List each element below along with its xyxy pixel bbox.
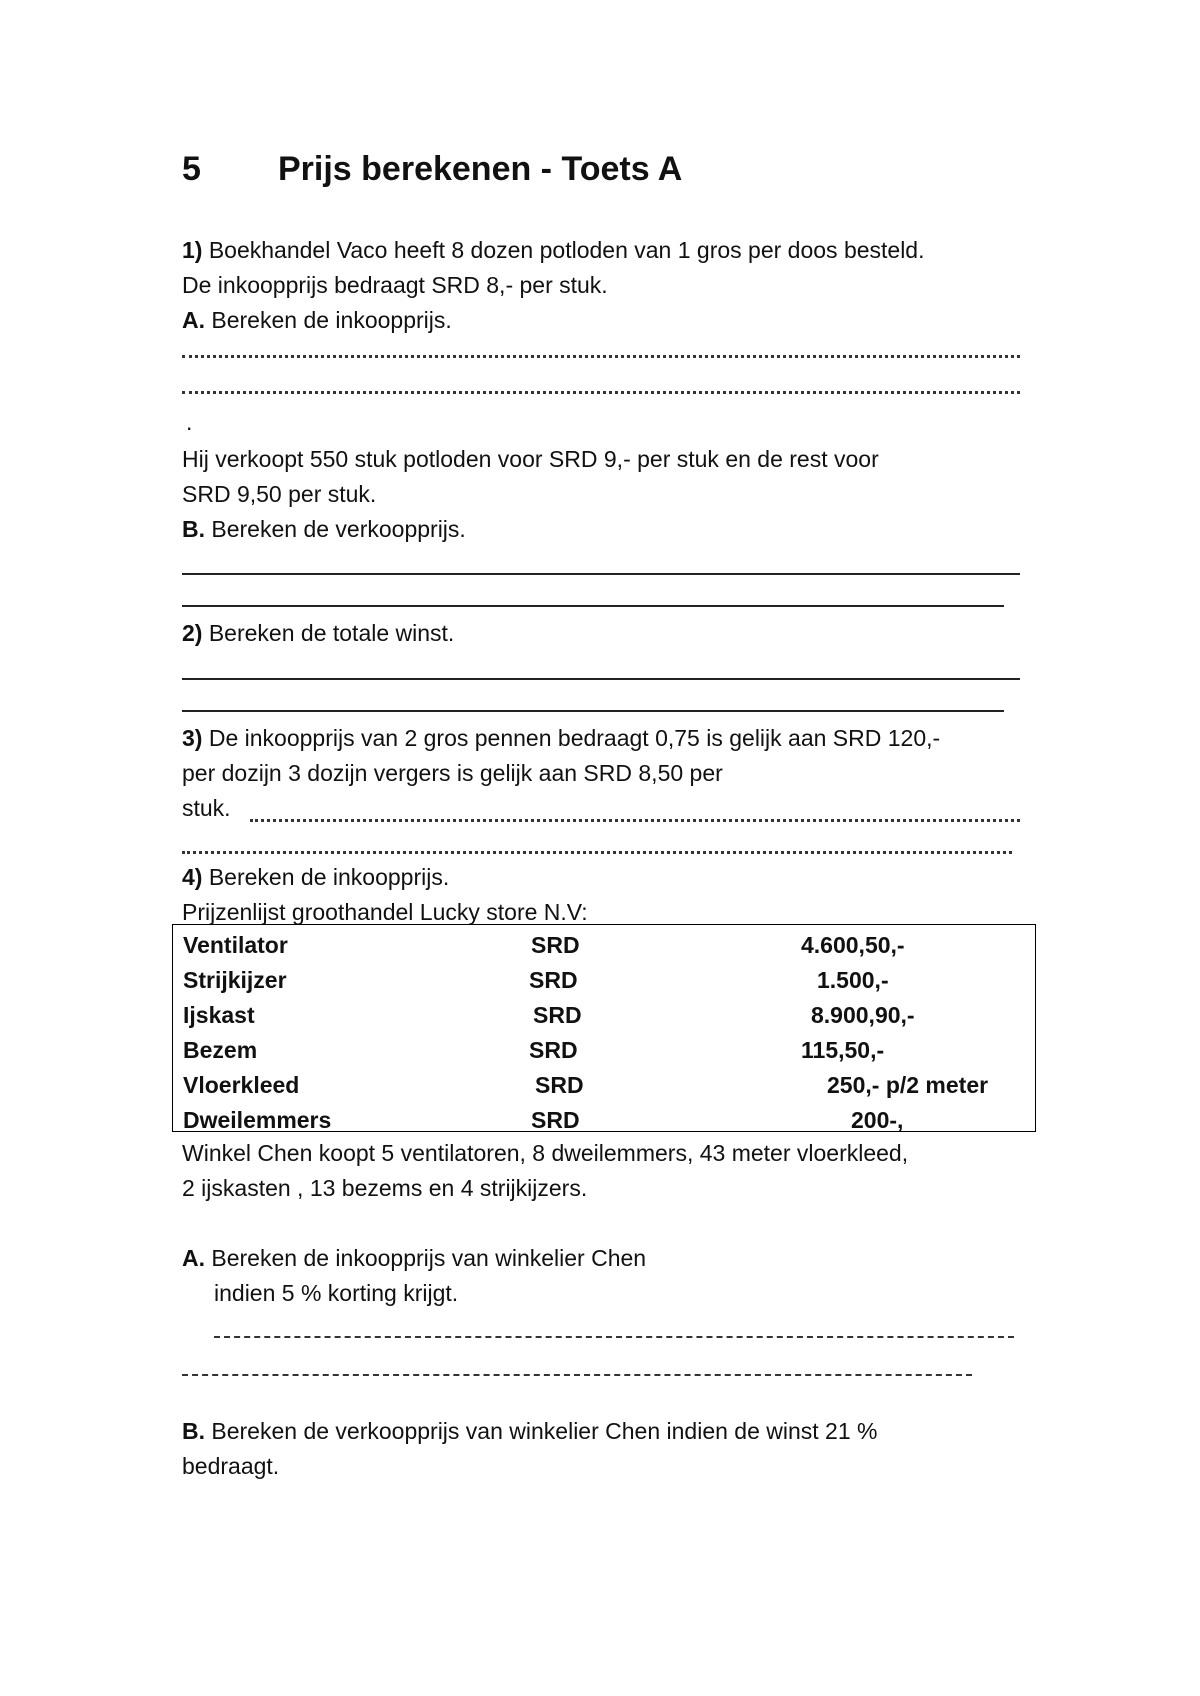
q1-line-1: 1) Boekhandel Vaco heeft 8 dozen potloden van 1 gros per doos besteld. [182,237,925,263]
q4-question: 4) Bereken de inkoopprijs. [182,864,450,890]
table-row [173,1002,1035,1036]
q1a-label: A. [182,307,205,333]
table-row [173,1037,1035,1071]
answer-underline [182,603,1004,607]
item-price: 115,50,- [801,1037,885,1063]
answer-dotted-line [182,847,1012,854]
q4b-question-line-2: bedraagt. [182,1453,280,1479]
item-currency: SRD [535,1072,584,1098]
price-list-title: Prijzenlijst groothandel Lucky store N.V: [182,899,588,925]
q4a-question-line-1: A. Bereken de inkoopprijs van winkelier Chen [182,1245,647,1271]
table-row [173,1072,1035,1106]
table-row [173,932,1035,966]
item-currency: SRD [529,1037,578,1063]
table-row [173,1107,1035,1141]
item-name: Bezem [183,1037,258,1063]
q1-label: 1) [182,237,203,263]
dot-mark: . [186,409,193,435]
item-currency: SRD [531,932,580,958]
answer-underline [182,708,1004,712]
item-name: Ventilator [183,932,288,958]
q4-order-line-1: Winkel Chen koopt 5 ventilatoren, 8 dweilemmers, 43 meter vloerkleed, [182,1140,909,1166]
q1b-label: B. [182,516,205,542]
q4a-label: A. [182,1245,205,1271]
item-currency: SRD [531,1107,580,1133]
q4-label: 4) [182,864,203,890]
item-name: Vloerkleed [183,1072,300,1098]
price-list-table [172,924,1036,1132]
item-price: 200-, [851,1107,904,1133]
page-title [182,150,682,189]
q3-line-2: per dozijn 3 dozijn vergers is gelijk aan SRD 8,50 per [182,760,723,786]
q3-label: 3) [182,725,203,751]
item-name: Strijkijzer [183,967,287,993]
item-price: 4.600,50,- [801,932,905,958]
item-price: 1.500,- [817,967,889,993]
q1b-question: B. Bereken de verkoopprijs. [182,516,466,542]
answer-dashed-line [182,1372,972,1376]
answer-underline [182,676,1020,680]
q4-order-line-2: 2 ijskasten , 13 bezems en 4 strijkijzers. [182,1175,588,1201]
table-row [173,967,1035,1001]
item-price: 250,- p/2 meter [827,1072,989,1098]
q1-line-4: SRD 9,50 per stuk. [182,481,377,507]
q1-line-2: De inkoopprijs bedraagt SRD 8,- per stuk. [182,272,608,298]
answer-dotted-line [182,351,1020,358]
q2-question: 2) Bereken de totale winst. [182,620,455,646]
q4b-label: B. [182,1418,205,1444]
q3-line-1: 3) De inkoopprijs van 2 gros pennen bedraagt 0,75 is gelijk aan SRD 120,- [182,725,941,751]
answer-underline [182,571,1020,575]
item-price: 8.900,90,- [811,1002,915,1028]
answer-dotted-line [182,387,1020,394]
chapter-number: 5 [182,150,201,188]
q3-line-3: stuk. [182,795,231,821]
q4b-question-line-1: B. Bereken de verkoopprijs van winkelier Chen indien de winst 21 % [182,1418,878,1444]
item-currency: SRD [533,1002,582,1028]
q1-line-3: Hij verkoopt 550 stuk potloden voor SRD 9,- per stuk en de rest voor [182,446,879,472]
item-currency: SRD [529,967,578,993]
q1a-question: A. Bereken de inkoopprijs. [182,307,452,333]
item-name: Ijskast [183,1002,255,1028]
answer-dotted-line [250,815,1020,822]
q2-label: 2) [182,620,203,646]
item-name: Dweilemmers [183,1107,332,1133]
chapter-title: Prijs berekenen - Toets A [278,150,683,188]
q4a-question-line-2: indien 5 % korting krijgt. [214,1280,459,1306]
answer-dashed-line [214,1334,1014,1338]
